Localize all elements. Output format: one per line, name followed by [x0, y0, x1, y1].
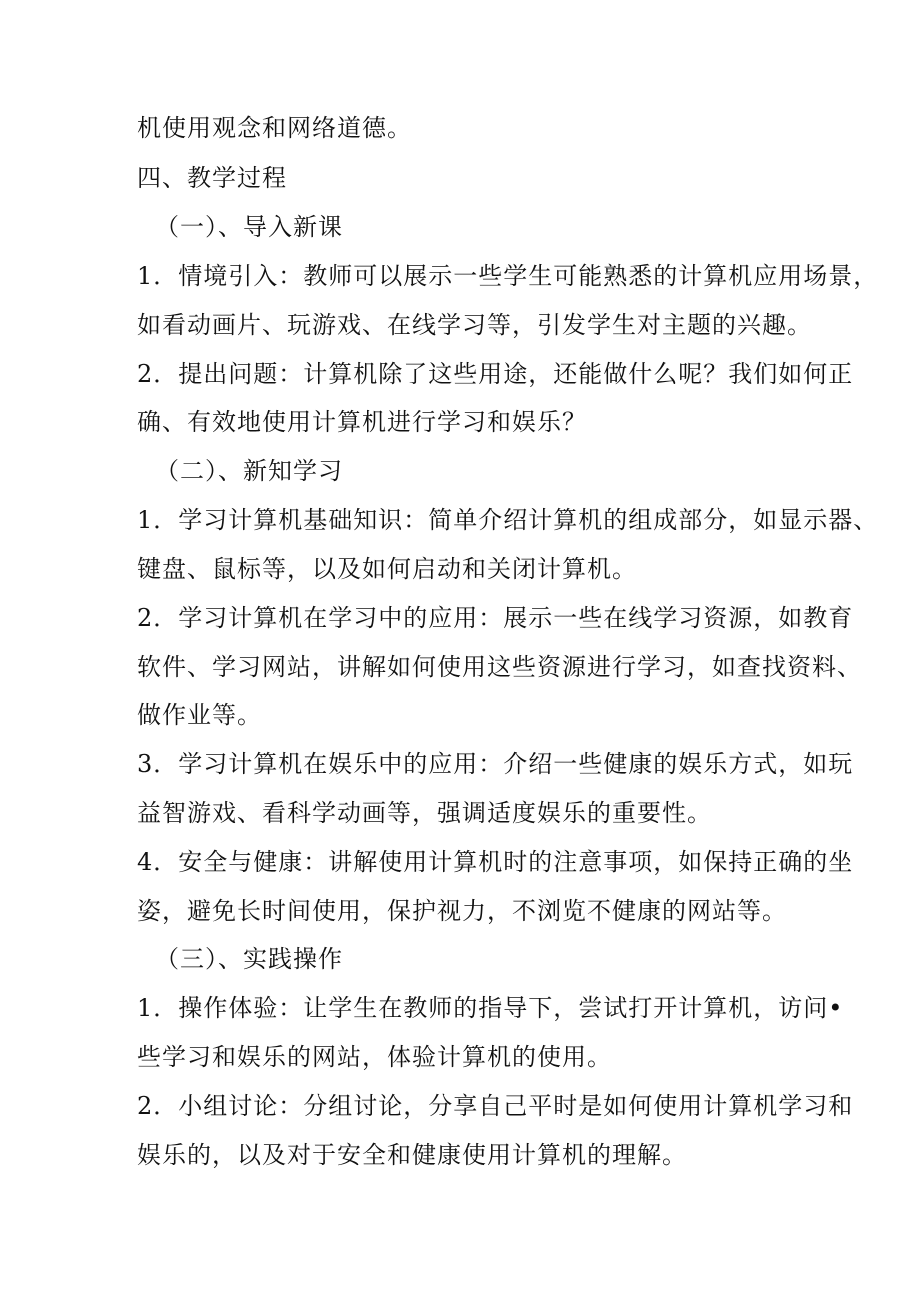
- text-line: 确、有效地使用计算机进行学习和娱乐？: [137, 408, 587, 436]
- text-line: 3．学习计算机在娱乐中的应用：介绍一些健康的娱乐方式，如玩: [137, 750, 854, 778]
- text-line: 键盘、鼠标等，以及如何启动和关闭计算机。: [137, 555, 637, 583]
- text-line: 1．情境引入：教师可以展示一些学生可能熟悉的计算机应用场景，: [137, 262, 879, 290]
- subsection-heading-intro: （一）、导入新课: [155, 213, 343, 241]
- text-line: 做作业等。: [137, 701, 262, 729]
- text-line: 益智游戏、看科学动画等，强调适度娱乐的重要性。: [137, 799, 712, 827]
- subsection-heading-new-knowledge: （二）、新知学习: [155, 457, 343, 485]
- subsection-heading-practice: （三）、实践操作: [155, 945, 343, 973]
- text-line: 1．操作体验：让学生在教师的指导下，尝试打开计算机，访问•: [137, 994, 844, 1022]
- text-line: 2．学习计算机在学习中的应用：展示一些在线学习资源，如教育: [137, 604, 854, 632]
- section-heading-teaching-process: 四、教学过程: [137, 164, 287, 192]
- text-line: 2．提出问题：计算机除了这些用途，还能做什么呢？我们如何正: [137, 360, 854, 388]
- text-line-continuation: 机使用观念和网络道德。: [137, 114, 412, 142]
- text-line: 软件、学习网站，讲解如何使用这些资源进行学习，如查找资料、: [137, 653, 862, 681]
- text-line: 1．学习计算机基础知识：简单介绍计算机的组成部分，如显示器、: [137, 506, 879, 534]
- text-line: 姿，避免长时间使用，保护视力，不浏览不健康的网站等。: [137, 897, 787, 925]
- text-line: 些学习和娱乐的网站，体验计算机的使用。: [137, 1043, 612, 1071]
- text-line: 如看动画片、玩游戏、在线学习等，引发学生对主题的兴趣。: [137, 311, 812, 339]
- text-line: 4．安全与健康：讲解使用计算机时的注意事项，如保持正确的坐: [137, 848, 854, 876]
- text-line: 2．小组讨论：分组讨论，分享自己平时是如何使用计算机学习和: [137, 1092, 854, 1120]
- text-line: 娱乐的，以及对于安全和健康使用计算机的理解。: [137, 1141, 687, 1169]
